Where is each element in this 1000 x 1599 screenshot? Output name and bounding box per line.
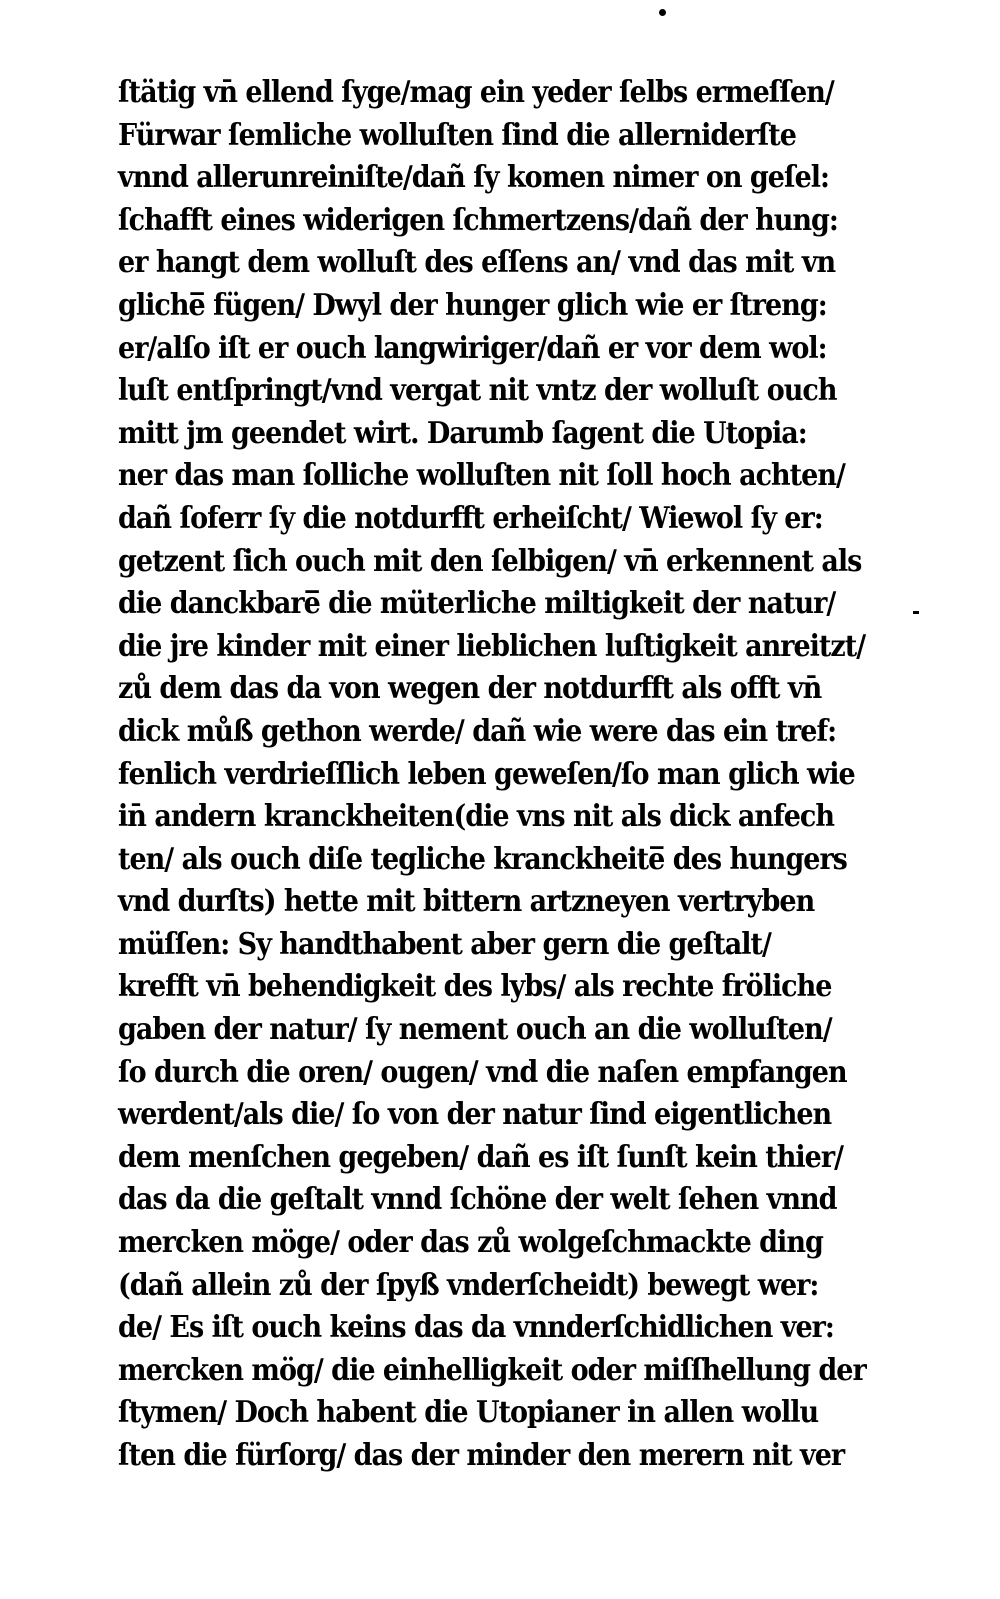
blackletter-text-block <box>118 72 918 1478</box>
text-line: dick můß gethon werde/ dañ wie were das ein tref: <box>118 713 837 749</box>
text-line: ſtymen/ Doch habent die Utopianer in allen wollu <box>118 1395 819 1431</box>
text-line: ſtätig vn̄ ellend ſyge/mag ein yeder ſelbs ermeſſen/ <box>118 75 834 110</box>
text-line: ten/ als ouch diſe tegliche kranckheite̅ des hungers <box>118 841 847 877</box>
text-line: mercken möge/ oder das zů wolgeſchmackte ding <box>118 1225 823 1261</box>
text-line: das da die geſtalt vnnd ſchöne der welt ſehen vnnd <box>118 1182 837 1218</box>
text-line: mitt jm geendet wirt. Darumb ſagent die Utopia: <box>118 415 807 451</box>
text-line: fenlich verdrieſſlich leben geweſen/ſo man glich wie <box>118 756 855 792</box>
text-line: die danckbare̅ die müterliche miltigkeit der natur/ <box>118 586 836 622</box>
text-line: ſten die fürſorg/ das der minder den merern nit ver <box>118 1438 845 1473</box>
text-line: dem menſchen gegeben/ dañ es iſt ſunſt kein thier/ <box>118 1139 843 1175</box>
text-line: krefft vn̄ behendigkeit des lybs/ als rechte fröliche <box>118 969 832 1005</box>
text-line: Fürwar ſemliche wolluſten ſind die allerniderſte <box>118 117 796 153</box>
text-line: getzent ſich ouch mit den ſelbigen/ vn̄ erkennent als <box>118 543 862 579</box>
text-line: ſchafft eines widerigen ſchmertzens/dañ der hung: <box>118 202 838 238</box>
text-line: er/alſo iſt er ouch langwiriger/dañ er vor dem wol: <box>118 330 827 366</box>
text-line: luſt entſpringt/vnd vergat nit vntz der wolluſt ouch <box>118 373 837 409</box>
text-line: werdent/als die/ ſo von der natur ſind eigentlichen <box>118 1097 832 1133</box>
text-line: de/ Es iſt ouch keins das da vnnderſchidlichen ver: <box>118 1310 834 1346</box>
printers-dot-mark <box>659 9 666 16</box>
text-line: gliche̅ fügen/ Dwyl der hunger glich wie er ſtreng: <box>118 287 827 323</box>
text-line: in̄ andern kranckheiten(die vns nit als dick anfech <box>118 799 834 835</box>
text-line: er hangt dem wolluſt des eſſens an/ vnd das mit vn <box>118 245 836 281</box>
text-line: mercken mög/ die einhelligkeit oder miſſhellung der <box>118 1352 866 1388</box>
text-line: (dañ allein zů der ſpyß vnderſcheidt) bewegt wer: <box>118 1267 819 1303</box>
text-line: ſo durch die oren/ ougen/ vnd die naſen empfangen <box>118 1054 847 1090</box>
text-line: vnnd allerunreiniſte/dañ ſy komen nimer on geſel: <box>118 160 830 196</box>
text-line: gaben der natur/ ſy nement ouch an die wolluſten/ <box>118 1012 832 1048</box>
text-line: vnd durſts) hette mit bittern artzneyen vertryben <box>118 884 815 920</box>
text-line: ner das man ſolliche wolluſten nit ſoll hoch achten/ <box>118 458 845 494</box>
text-line: dañ ſoferr ſy die notdurfft erheiſcht/ Wiewol ſy er: <box>118 500 823 536</box>
text-line: die jre kinder mit einer lieblichen luſtigkeit anreitzt/ <box>118 628 866 664</box>
text-line: zů dem das da von wegen der notdurfft als offt vn̄ <box>118 671 822 707</box>
text-line: müſſen: Sy handthabent aber gern die geſtalt/ <box>118 926 771 962</box>
